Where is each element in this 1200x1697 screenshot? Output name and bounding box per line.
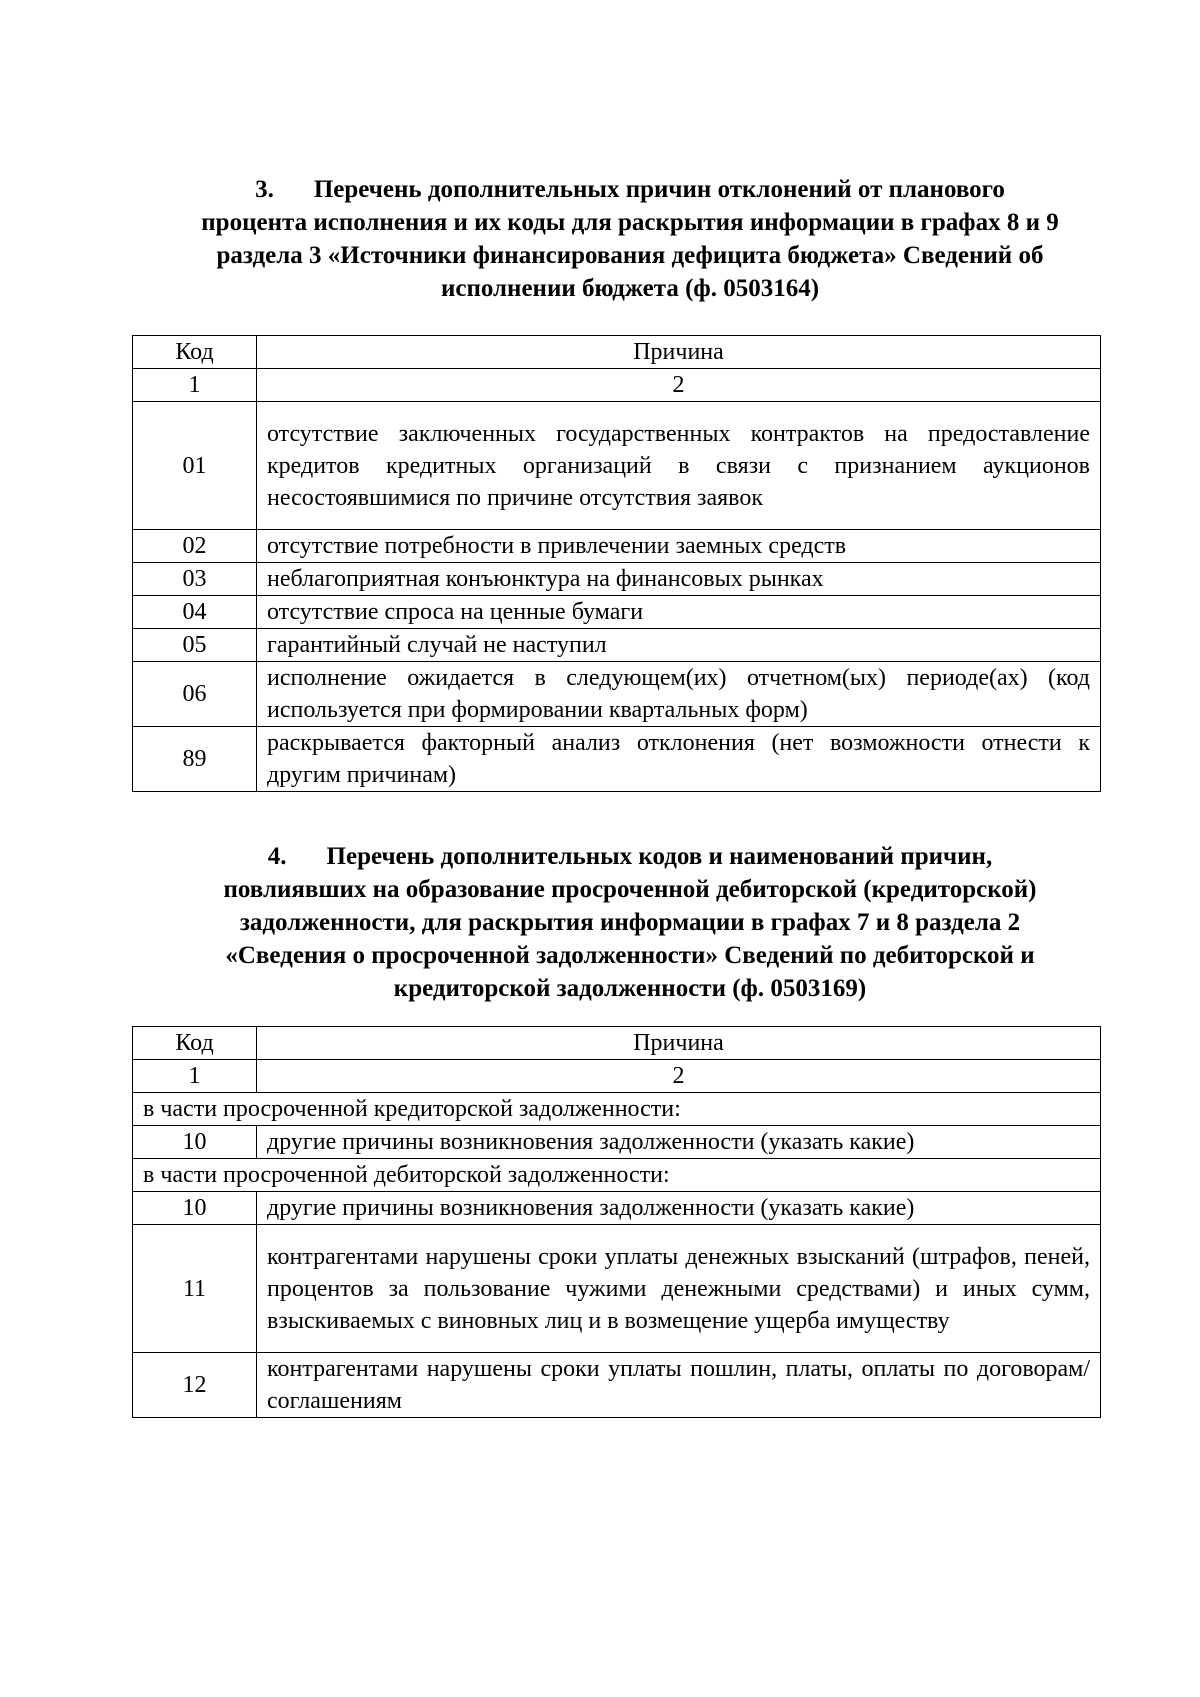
table-row <box>133 596 1101 629</box>
row-reason: раскрывается факторный анализ отклонения (нет возможности отнести к другим причинам) <box>257 727 1101 792</box>
header-reason: Причина <box>257 336 1101 369</box>
numbering-code: 1 <box>133 369 257 402</box>
section-4-title-line-3: задолженности, для раскрытия информации в графах 7 и 8 раздела 2 <box>239 909 1021 936</box>
header-code: Код <box>133 1027 257 1060</box>
table-row <box>133 1126 1101 1159</box>
numbering-reason: 2 <box>257 369 1101 402</box>
row-reason: исполнение ожидается в следующем(их) отчетном(ых) периоде(ах) (код используется при формировании квартальных форм) <box>257 662 1101 727</box>
row-reason: отсутствие потребности в привлечении заемных средств <box>257 530 1101 563</box>
row-reason: гарантийный случай не наступил <box>257 629 1101 662</box>
table-row <box>133 727 1101 792</box>
row-reason: контрагентами нарушены сроки уплаты пошлин, платы, оплаты по договорам/соглашениям <box>257 1353 1101 1418</box>
section-4-title-line-4: «Сведения о просроченной задолженности» Сведений по дебиторской и <box>225 942 1035 969</box>
table-group-row <box>133 1093 1101 1126</box>
row-reason: другие причины возникновения задолженности (указать какие) <box>257 1126 1101 1159</box>
section-4-title-line-2: повлиявших на образование просроченной дебиторской (кредиторской) <box>223 876 1037 903</box>
table-row <box>133 1225 1101 1353</box>
row-reason: другие причины возникновения задолженности (указать какие) <box>257 1192 1101 1225</box>
row-code: 12 <box>133 1353 257 1418</box>
row-code: 06 <box>133 662 257 727</box>
section-4-title-line-5: кредиторской задолженности (ф. 0503169) <box>393 975 867 1002</box>
table-header-row <box>133 336 1101 369</box>
table-numbering-row <box>133 1060 1101 1093</box>
section-4-title <box>140 840 1120 1005</box>
numbering-code: 1 <box>133 1060 257 1093</box>
row-reason: отсутствие спроса на ценные бумаги <box>257 596 1101 629</box>
row-code: 10 <box>133 1192 257 1225</box>
header-reason: Причина <box>257 1027 1101 1060</box>
section-4-table <box>132 1026 1101 1418</box>
table-row <box>133 1353 1101 1418</box>
section-4-title-line-1: 4. Перечень дополнительных кодов и наименований причин, <box>140 840 1120 873</box>
table-row <box>133 402 1101 530</box>
section-3-table <box>132 335 1101 792</box>
section-3-title-line-2: процента исполнения и их коды для раскрытия информации в графах 8 и 9 <box>201 209 1059 236</box>
row-code: 05 <box>133 629 257 662</box>
row-reason: контрагентами нарушены сроки уплаты денежных взысканий (штрафов, пеней, процентов за пользование чужими денежными средствами) и иных сумм, взыскиваемых с виновных лиц и в возмещение ущерба имуществу <box>257 1225 1101 1353</box>
table-numbering-row <box>133 369 1101 402</box>
row-code: 01 <box>133 402 257 530</box>
row-code: 11 <box>133 1225 257 1353</box>
numbering-reason: 2 <box>257 1060 1101 1093</box>
row-code: 10 <box>133 1126 257 1159</box>
row-code: 03 <box>133 563 257 596</box>
section-4-number: 4. <box>267 843 287 870</box>
header-code: Код <box>133 336 257 369</box>
table-header-row <box>133 1027 1101 1060</box>
section-3-title-line-3: раздела 3 «Источники финансирования дефицита бюджета» Сведений об <box>216 242 1044 269</box>
row-reason: неблагоприятная конъюнктура на финансовых рынках <box>257 563 1101 596</box>
row-reason: отсутствие заключенных государственных контрактов на предоставление кредитов кредитных организаций в связи с признанием аукционов несостоявшимися по причине отсутствия заявок <box>257 402 1101 530</box>
table-row <box>133 1192 1101 1225</box>
table-row <box>133 563 1101 596</box>
group-label: в части просроченной кредиторской задолженности: <box>133 1093 1101 1126</box>
table-row <box>133 629 1101 662</box>
row-code: 02 <box>133 530 257 563</box>
table-row <box>133 530 1101 563</box>
section-3-title-line-4: исполнении бюджета (ф. 0503164) <box>440 275 820 302</box>
group-label: в части просроченной дебиторской задолженности: <box>133 1159 1101 1192</box>
table-group-row <box>133 1159 1101 1192</box>
section-3-title <box>140 173 1120 305</box>
table-row <box>133 662 1101 727</box>
row-code: 04 <box>133 596 257 629</box>
row-code: 89 <box>133 727 257 792</box>
section-3-title-line-1: 3. Перечень дополнительных причин отклонений от планового <box>140 173 1120 206</box>
section-3-number: 3. <box>255 176 274 203</box>
